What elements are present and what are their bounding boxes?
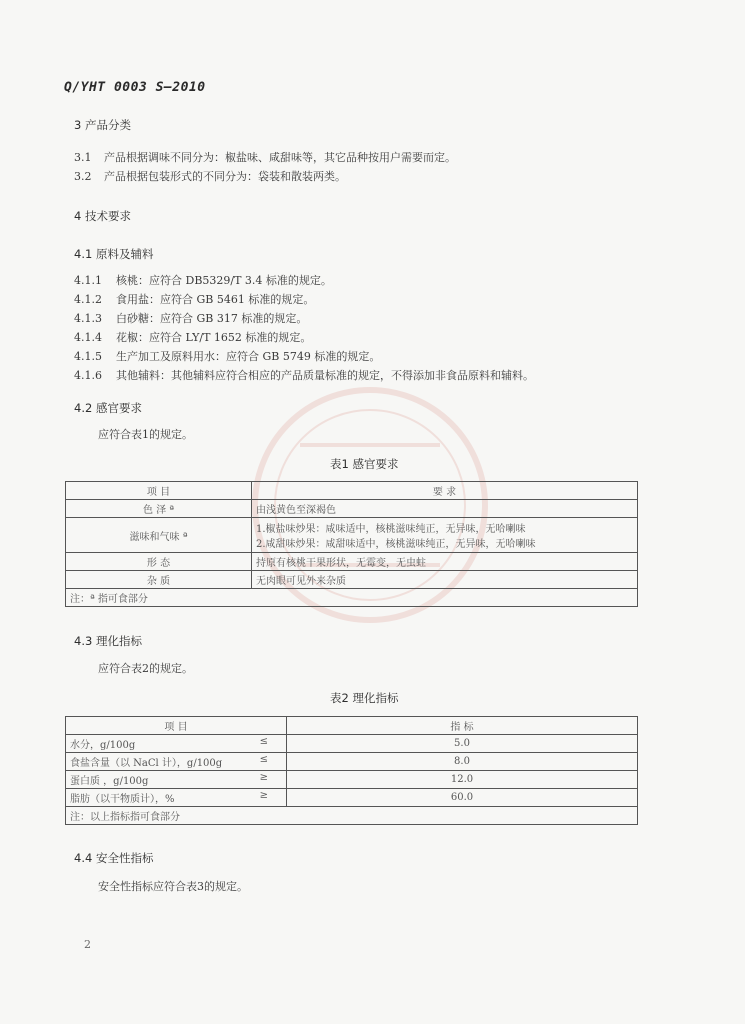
- table-row: [66, 571, 638, 589]
- item-cell: [66, 771, 287, 789]
- section-4-2-title: 4.2 感官要求: [74, 401, 142, 415]
- comparison-symbol: ≥: [259, 790, 268, 801]
- item-number: 3.1: [74, 151, 92, 164]
- item-number: 4.1.4: [74, 331, 102, 344]
- requirement-cell: 无肉眼可见外来杂质: [252, 571, 638, 589]
- table-header-row: [66, 482, 638, 500]
- requirement-cell: 持原有核桃干果形状，无霉变，无虫蛀: [252, 553, 638, 571]
- table-row: [66, 789, 638, 807]
- item-cell: [66, 735, 287, 753]
- item-number: 4.1.6: [74, 369, 102, 382]
- table1-caption: 表1 感官要求: [330, 457, 399, 471]
- item-4-1-1: [74, 274, 332, 288]
- item-cell: 形 态: [66, 553, 252, 571]
- item-cell: 滋味和气味 ª: [66, 518, 252, 553]
- section-4-3-title: 4.3 理化指标: [74, 634, 142, 648]
- item-number: 4.1.2: [74, 293, 102, 306]
- requirement-line: 1.椒盐味炒果：咸味适中，核桃滋味纯正，无异味，无哈喇味: [256, 524, 526, 535]
- item-cell: [66, 753, 287, 771]
- header-cell: 项 目: [66, 717, 287, 735]
- item-number: 4.1.1: [74, 274, 102, 287]
- table-row: [66, 771, 638, 789]
- requirement-line: 2.咸甜味炒果：咸甜味适中，核桃滋味纯正，无异味，无哈喇味: [256, 539, 536, 550]
- item-4-1-3: [74, 312, 307, 326]
- requirement-cell: 由浅黄色至深褐色: [252, 500, 638, 518]
- page-number: 2: [84, 938, 91, 951]
- item-number: 3.2: [74, 170, 92, 183]
- table-note-row: [66, 807, 638, 825]
- item-4-1-6: [74, 369, 534, 383]
- section-3-title: 3 产品分类: [74, 118, 131, 132]
- table2-caption: 表2 理化指标: [330, 691, 399, 705]
- comparison-symbol: ≤: [259, 736, 268, 747]
- section-4-4-title: 4.4 安全性指标: [74, 851, 154, 865]
- item-cell: [66, 789, 287, 807]
- requirement-cell: [252, 518, 638, 553]
- item-label: 食盐含量（以 NaCl 计），g/100g: [70, 758, 223, 769]
- table2-physicochemical-indices: [65, 716, 638, 825]
- item-label: 蛋白质 ，g/100g: [70, 776, 149, 787]
- table-row: [66, 500, 638, 518]
- item-4-1-2: [74, 293, 314, 307]
- header-cell: 项 目: [66, 482, 252, 500]
- item-number: 4.1.3: [74, 312, 102, 325]
- table-note: 注：ª 指可食部分: [66, 589, 638, 607]
- item-text: 生产加工及原料用水：应符合 GB 5749 标准的规定。: [116, 350, 381, 363]
- value-cell: 5.0: [287, 735, 638, 753]
- value-cell: 60.0: [287, 789, 638, 807]
- comparison-symbol: ≤: [259, 754, 268, 765]
- value-cell: 12.0: [287, 771, 638, 789]
- header-cell: 要 求: [252, 482, 638, 500]
- section-4-2-text: 应符合表1的规定。: [98, 428, 193, 441]
- item-text: 白砂糖：应符合 GB 317 标准的规定。: [116, 312, 308, 325]
- item-number: 4.1.5: [74, 350, 102, 363]
- table-row: [66, 735, 638, 753]
- item-label: 脂肪（以干物质计），%: [70, 794, 175, 805]
- comparison-symbol: ≥: [259, 772, 268, 783]
- item-text: 食用盐：应符合 GB 5461 标准的规定。: [116, 293, 315, 306]
- item-label: 水分，g/100g: [70, 740, 136, 751]
- table-note: 注：以上指标指可食部分: [66, 807, 638, 825]
- item-4-1-5: [74, 350, 380, 364]
- table1-sensory-requirements: [65, 481, 638, 607]
- table-row: [66, 753, 638, 771]
- section-4-title: 4 技术要求: [74, 209, 131, 223]
- section-4-4-text: 安全性指标应符合表3的规定。: [98, 880, 248, 893]
- section-4-1-title: 4.1 原料及辅料: [74, 247, 154, 261]
- standard-code-header: Q/YHT 0003 S—2010: [64, 80, 206, 95]
- item-text: 花椒：应符合 LY/T 1652 标准的规定。: [116, 331, 312, 344]
- table-note-row: [66, 589, 638, 607]
- item-text: 产品根据包装形式的不同分为：袋装和散装两类。: [104, 170, 346, 183]
- item-3-2: [74, 170, 346, 184]
- item-3-1: [74, 151, 456, 165]
- item-text: 其他辅料：其他辅料应符合相应的产品质量标准的规定，不得添加非食品原料和辅料。: [116, 369, 534, 382]
- value-cell: 8.0: [287, 753, 638, 771]
- item-cell: 杂 质: [66, 571, 252, 589]
- table-header-row: [66, 717, 638, 735]
- section-4-3-text: 应符合表2的规定。: [98, 662, 193, 675]
- item-cell: 色 泽 ª: [66, 500, 252, 518]
- item-text: 核桃：应符合 DB5329/T 3.4 标准的规定。: [116, 274, 332, 287]
- item-4-1-4: [74, 331, 311, 345]
- item-text: 产品根据调味不同分为：椒盐味、咸甜味等，其它品种按用户需要而定。: [104, 151, 456, 164]
- table-row: [66, 553, 638, 571]
- header-cell: 指 标: [287, 717, 638, 735]
- table-row: [66, 518, 638, 553]
